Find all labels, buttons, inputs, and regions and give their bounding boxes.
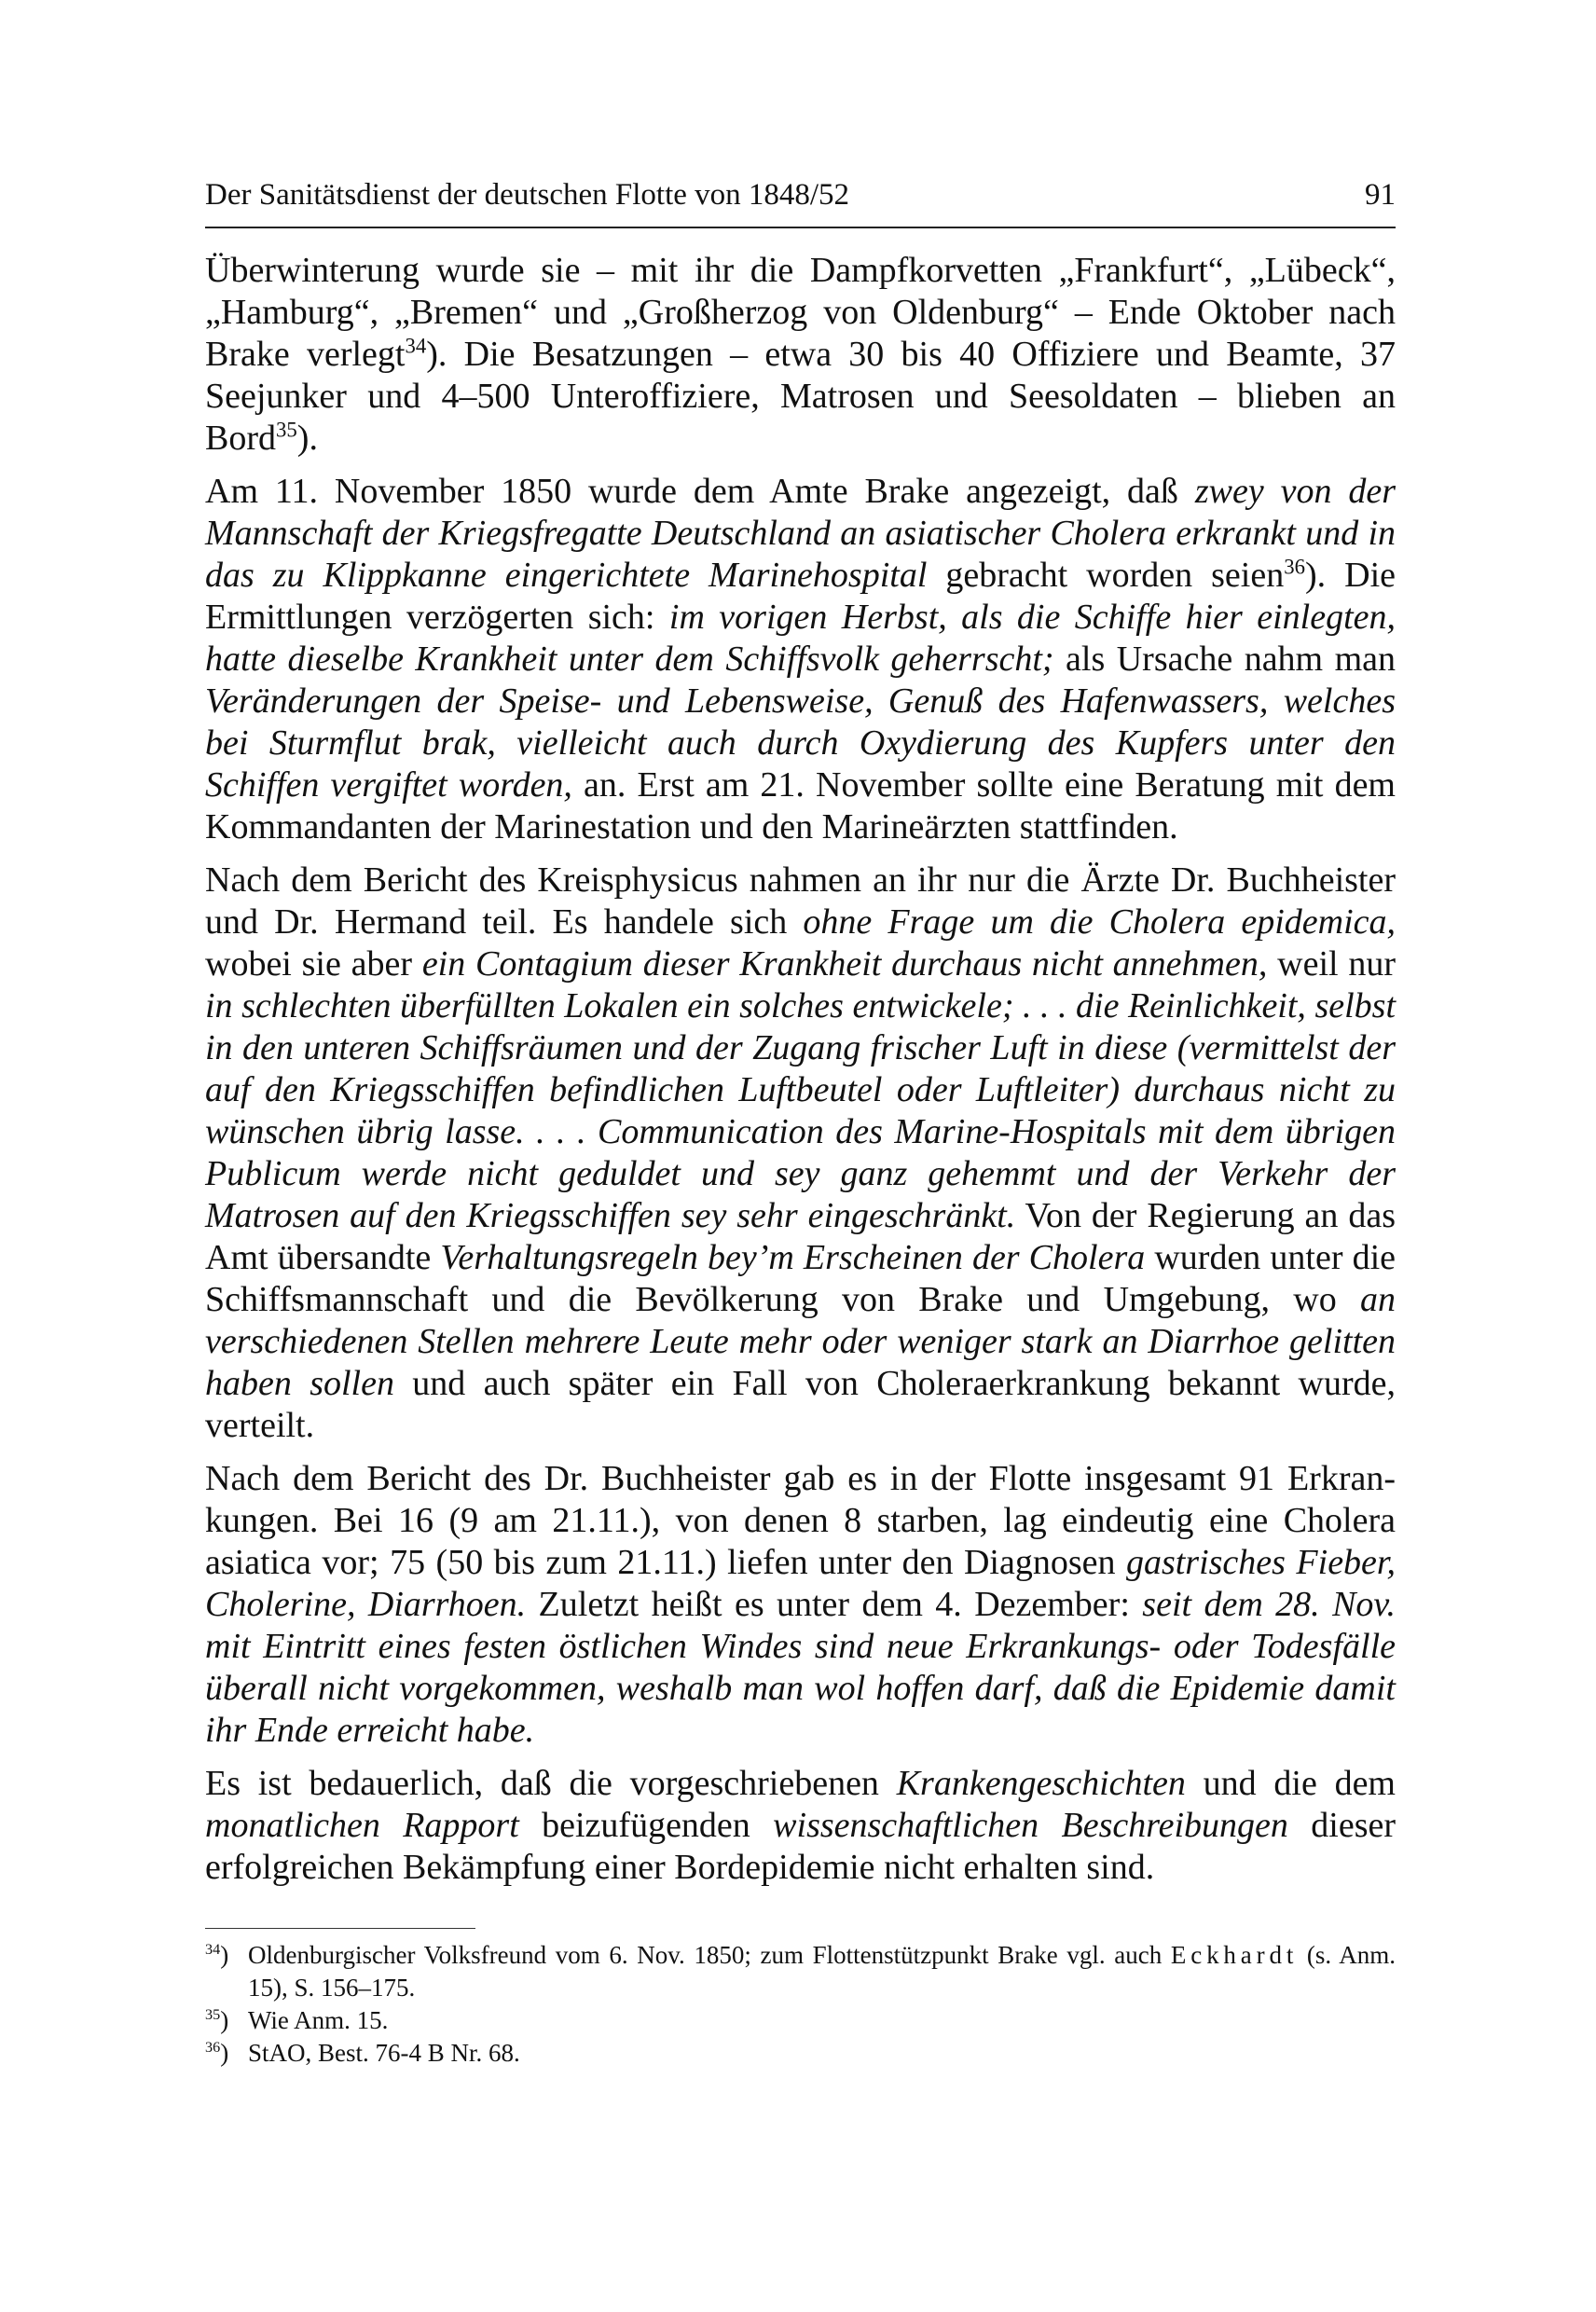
- author-name: Eckhardt: [1170, 1941, 1299, 1969]
- footnote-text: [248, 2006, 388, 2034]
- footnote: [205, 2037, 1396, 2070]
- footnote-reference: 35: [276, 418, 297, 442]
- text-run: und die dem: [1185, 1764, 1396, 1803]
- text-run: Es ist bedauerlich, daß die vorgeschriebenen: [205, 1764, 897, 1803]
- text-run: wobei sie aber: [205, 944, 422, 984]
- text-run: an. Erst am 21. November sollte eine Beratung mit dem Kommandanten der Marinestation und den Marineärzten stattfinden.: [205, 765, 1396, 846]
- text-run: weil nur: [1267, 944, 1396, 984]
- text-run: Wie Anm. 15.: [248, 2006, 389, 2034]
- text-run: Überwinterung wurde sie – mit ihr die Dampfkorvetten „Frankfurt“, „Lübeck“, „Hamburg“, „Bremen“ und „Großherzog von Oldenburg“ – Ende Oktober nach Brake verlegt: [205, 251, 1396, 374]
- page-number: 91: [1365, 178, 1396, 212]
- italic-text-run: monatlichen Rapport: [205, 1806, 519, 1845]
- italic-text-run: Veränderungen der Speise- und Lebensweise, Genuß des Hafenwassers, welches bei Sturmflut brak, vielleicht auch durch Oxydierung des Kupfers unter den Schiffen vergiftet worden,: [205, 681, 1396, 805]
- text-run: ).: [296, 419, 318, 458]
- body-text: [205, 250, 1396, 1900]
- italic-text-run: ein Contagium dieser Krankheit durchaus nicht annehmen,: [421, 944, 1268, 984]
- italic-text-run: ohne Frage um die Cholera epidemica,: [803, 902, 1396, 942]
- italic-text-run: in schlechten überfüllten Lokalen ein solches entwickele; . . . die Reinlichkeit, selbst in den unteren Schiffsräumen und der Zugang frischer Luft in diese (vermittelst der auf den Kriegsschiffen befindlichen Luftbeutel oder Luftleiter) durchaus nicht zu wünschen übrig lasse. . . . Communication des Marine-Hospitals mit dem übrigen Publicum werde nicht geduldet und sey ganz gehemmt und der Verkehr der Matrosen auf den Kriegsschiffen sey sehr eingeschränkt.: [205, 986, 1396, 1235]
- text-run: ). Die Ermittlungen verzögerten sich:: [205, 556, 1396, 637]
- footnote-rule: [205, 1928, 475, 1929]
- running-title: Der Sanitätsdienst der deutschen Flotte von 1848/52: [205, 178, 850, 212]
- italic-text-run: Krankengeschichten: [896, 1764, 1186, 1803]
- text-run: StAO, Best. 76-4 B Nr. 68.: [248, 2039, 520, 2067]
- text-run: Zuletzt heißt es unter dem 4. Dezember:: [526, 1585, 1143, 1624]
- italic-text-run: im vorigen Herbst, als die Schiffe hier einlegten, hatte dieselbe Krankheit unter dem Schiffsvolk geherrscht;: [205, 598, 1396, 679]
- text-run: ). Die Besatzungen – etwa 30 bis 40 Offiziere und Beamte, 37 Seejunker und 4–500 Unteroffiziere, Matrosen und Seesoldaten – blieben an Bord: [205, 335, 1396, 458]
- footnote: [205, 1939, 1396, 2004]
- paragraph: [205, 250, 1396, 460]
- italic-text-run: wissenschaftlichen Beschreibungen: [773, 1806, 1288, 1845]
- footnote-mark: $^{34}$): [205, 1941, 229, 1969]
- text-run: dieser erfolgreichen Bekämpfung einer Bordepidemie nicht erhalten sind.: [205, 1806, 1396, 1887]
- text-run: Von der Regierung an das Amt übersandte: [205, 1196, 1396, 1277]
- text-run: Oldenburgischer Volksfreund vom 6. Nov. 1850; zum Flottenstützpunkt Brake vgl. auch: [248, 1941, 1171, 1969]
- text-run: Nach dem Bericht des Dr. Buchheister gab es in der Flotte insgesamt 91 Erkrankungen. Bei 16 (9 am 21.11.), von denen 8 starben, lag eindeutig eine Cholera asiatica vor; 75 (50 bis zum 21.11.) liefen unter den Diagnosen: [205, 1459, 1396, 1582]
- italic-text-run: seit dem 28. Nov. mit Eintritt eines festen östlichen Windes sind neue Erkrankungs- oder Todesfälle überall nicht vorgekommen, weshalb man wol hoffen darf, daß die Epidemie damit ihr Ende erreicht habe.: [205, 1585, 1396, 1750]
- text-run: wurden unter die Schiffsmannschaft und die Bevölkerung von Brake und Umgebung, wo: [205, 1238, 1396, 1319]
- italic-text-run: Verhaltungsregeln bey’m Erscheinen der Cholera: [440, 1238, 1146, 1277]
- header-rule: [205, 227, 1396, 228]
- italic-text-run: zwey von der Mannschaft der Kriegsfregatte Deutschland an asiatischer Cholera erkrankt und in das zu Klippkanne eingerichtete Marinehospital: [205, 472, 1396, 595]
- text-run: gebracht worden seien: [927, 556, 1285, 595]
- footnotes: [205, 1939, 1396, 2070]
- italic-text-run: an verschiedenen Stellen mehrere Leute mehr oder weniger stark an Diarrhoe gelitten haben sollen: [205, 1280, 1396, 1403]
- footnote-reference: 34: [405, 334, 427, 358]
- running-header: [205, 173, 1396, 216]
- paragraph: [205, 860, 1396, 1447]
- text-run: Nach dem Bericht des Kreisphysicus nahmen an ihr nur die Ärzte Dr. Buchheister und Dr. Hermand teil. Es handele sich: [205, 860, 1396, 942]
- paragraph: [205, 1763, 1396, 1889]
- paragraph: [205, 1458, 1396, 1752]
- text-run: und auch später ein Fall von Choleraerkrankung bekannt wurde, verteilt.: [205, 1364, 1396, 1445]
- footnote-mark: $^{35}$): [205, 2006, 229, 2034]
- paragraph: [205, 471, 1396, 848]
- text-run: als Ursache nahm man: [1053, 640, 1396, 679]
- footnote-text: [248, 2039, 520, 2067]
- text-run: Am 11. November 1850 wurde dem Amte Brake angezeigt, daß: [205, 472, 1195, 511]
- footnote-mark: $^{36}$): [205, 2039, 229, 2067]
- footnote-reference: 36: [1284, 555, 1305, 579]
- text-run: (s. Anm. 15), S. 156–175.: [248, 1941, 1396, 2002]
- footnote: [205, 2004, 1396, 2037]
- footnote-text: [248, 1941, 1396, 2002]
- text-run: beizufügenden: [518, 1806, 774, 1845]
- italic-text-run: gastrisches Fieber, Cholerine, Diarrhoen.: [205, 1543, 1396, 1624]
